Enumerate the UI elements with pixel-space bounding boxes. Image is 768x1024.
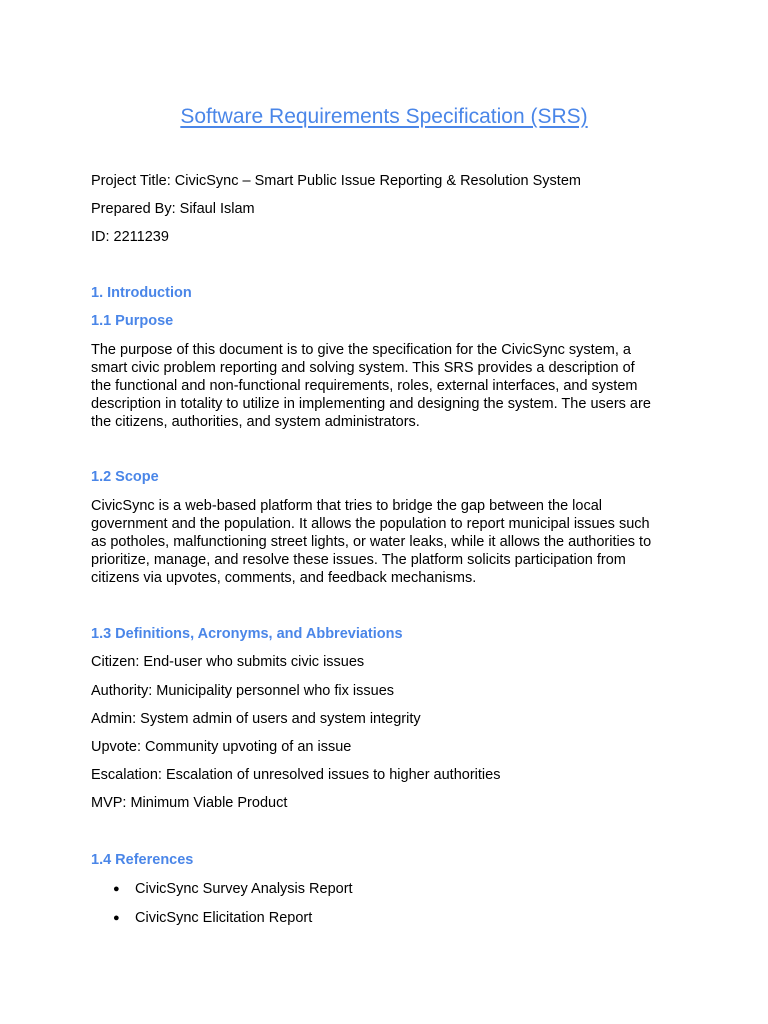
reference-text: CivicSync Survey Analysis Report <box>135 881 353 897</box>
document-id: ID: 2211239 <box>91 229 169 245</box>
scope-line: citizens via upvotes, comments, and feedback mechanisms. <box>91 570 477 586</box>
purpose-line: The purpose of this document is to give the specification for the CivicSync system, a <box>91 342 631 358</box>
heading-introduction: 1. Introduction <box>91 285 192 301</box>
purpose-paragraph <box>91 341 681 431</box>
reference-list-item <box>113 908 312 928</box>
scope-paragraph <box>91 497 681 587</box>
project-title: Project Title: CivicSync – Smart Public Issue Reporting & Resolution System <box>91 173 581 189</box>
definition-item: Escalation: Escalation of unresolved issues to higher authorities <box>91 767 501 783</box>
definition-item: Citizen: End-user who submits civic issues <box>91 654 365 670</box>
heading-references: 1.4 References <box>91 852 194 868</box>
heading-purpose: 1.1 Purpose <box>91 313 174 329</box>
prepared-by: Prepared By: Sifaul Islam <box>91 201 255 217</box>
bullet-icon: ● <box>113 912 120 924</box>
purpose-line: smart civic problem reporting and solving system. This SRS provides a description of <box>91 360 635 376</box>
scope-line: prioritize, manage, and resolve these issues. The platform solicits participation from <box>91 552 626 568</box>
definition-item: MVP: Minimum Viable Product <box>91 795 288 811</box>
heading-scope: 1.2 Scope <box>91 469 159 485</box>
purpose-line: the citizens, authorities, and system administrators. <box>91 414 420 430</box>
purpose-line: the functional and non-functional requirements, roles, external interfaces, and system <box>91 378 638 394</box>
reference-text: CivicSync Elicitation Report <box>135 910 313 926</box>
scope-line: as potholes, malfunctioning street lights, or water leaks, while it allows the authorities to <box>91 534 652 550</box>
scope-line: government and the population. It allows the population to report municipal issues such <box>91 516 650 532</box>
document-title: Software Requirements Specification (SRS) <box>180 105 588 128</box>
definition-item: Admin: System admin of users and system integrity <box>91 711 421 727</box>
heading-definitions: 1.3 Definitions, Acronyms, and Abbreviations <box>91 626 403 642</box>
purpose-line: description in totality to utilize in implementing and designing the system. The users are <box>91 396 651 412</box>
definition-item: Authority: Municipality personnel who fix issues <box>91 683 395 699</box>
reference-list-item <box>113 879 353 899</box>
bullet-icon: ● <box>113 883 120 895</box>
definition-item: Upvote: Community upvoting of an issue <box>91 739 352 755</box>
scope-line: CivicSync is a web-based platform that tries to bridge the gap between the local <box>91 498 602 514</box>
